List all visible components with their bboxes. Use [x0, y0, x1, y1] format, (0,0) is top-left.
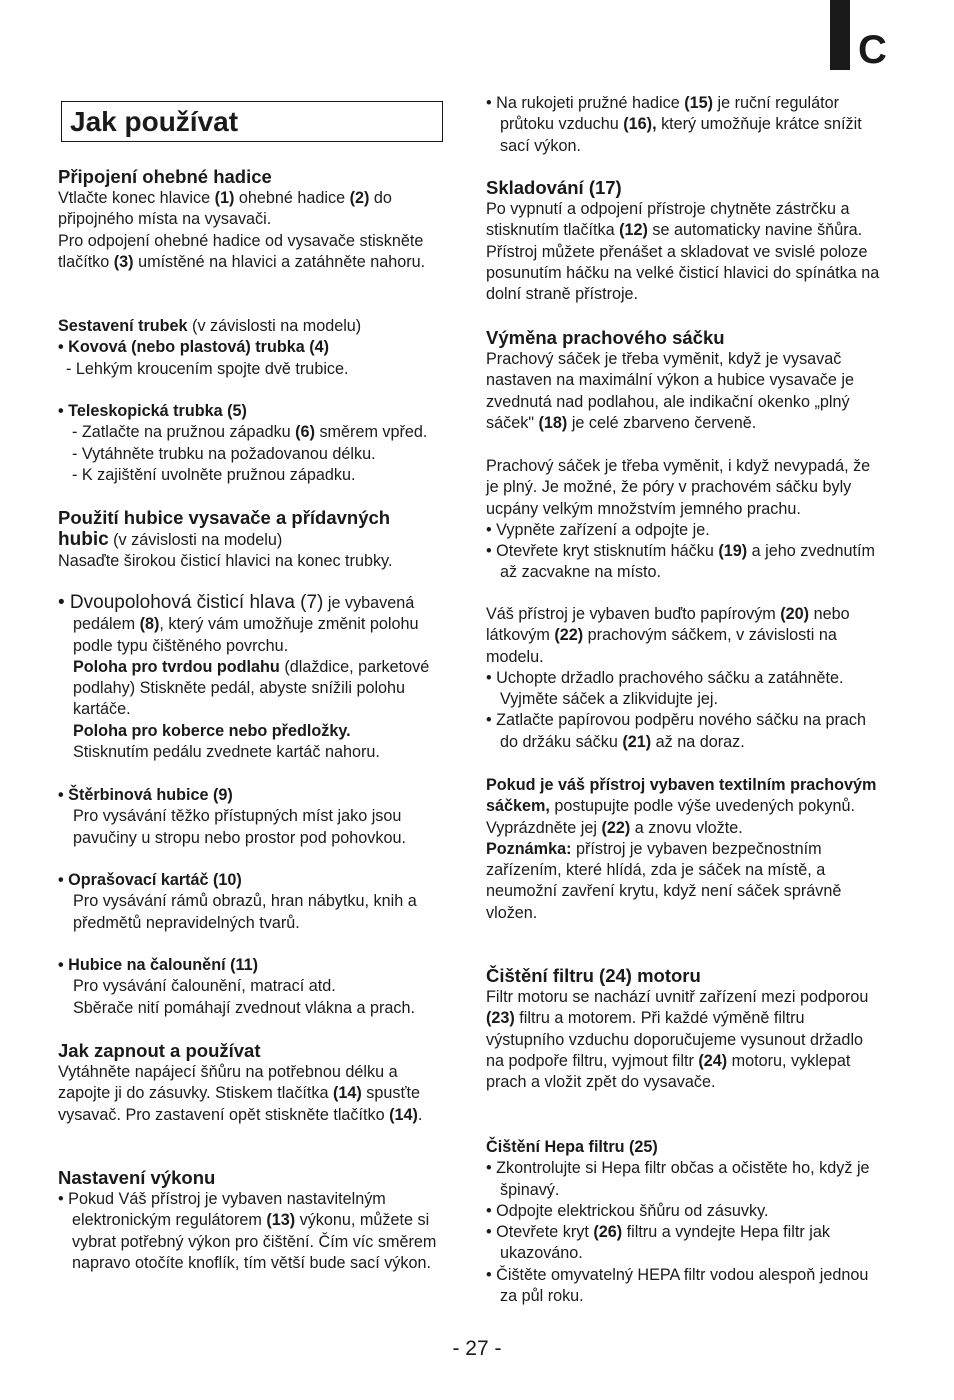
list-item: • Na rukojeti pružné hadice (15) je ruční regulátor průtoku vzduchu (16), který umožňuje krátce snížit sací výkon.: [486, 94, 862, 155]
paragraph: Pro odpojení ohebné hadice od vysavače stiskněte tlačítko (3) umístěné na hlavici a zatáhněte nahoru.: [58, 231, 426, 271]
section-switch-on: [58, 1040, 453, 1126]
list-subitem: - Lehkým kroucením spojte dvě trubice.: [66, 359, 349, 378]
paragraph: Prachový sáček je třeba vyměnit, když je vysavač nastaven na maximální výkon a hubice vysavače je zvednutá nad podlahou, ale indikační okenko „plný sáček" (18) je celé zbarveno červeně.: [486, 350, 855, 432]
section-textile-bag: [486, 775, 881, 924]
section-telescopic-tube: [58, 401, 453, 486]
list-item: • Uchopte držadlo prachového sáčku a zatáhněte. Vyjměte sáček a zlikvidujte jej.: [486, 668, 844, 709]
section-power-setting: [58, 1167, 453, 1274]
list-item-detail: Sběrače nití pomáhají zvednout vlákna a prach.: [73, 998, 415, 1017]
section-dust-bag-full: [486, 456, 881, 584]
section-heading: Nastavení výkonu: [58, 1167, 216, 1188]
section-dust-bag-replacement: [486, 327, 881, 434]
paragraph: Nasaďte širokou čisticí hlavici na konec trubky.: [58, 552, 393, 571]
list-item: • Zatlačte papírovou podpěru nového sáčku na prach do držáku sáčku (21) až na doraz.: [486, 711, 867, 751]
paragraph: Po vypnutí a odpojení přístroje chytněte zástrčku a stisknutím tlačítka (12) se automaticky navine šňůra. Přístroj můžete přenášet a skladovat ve svislé poloze posunutím háčku na velké čisticí hlavici do spínátka na dolní straně přístroje.: [486, 200, 880, 304]
list-item-detail: Pro vysávání čalounění, matrací atd.: [73, 977, 336, 996]
paragraph: Filtr motoru se nachází uvnitř zařízení mezi podporou (23) filtru a motorem. Při každé výměně filtru výstupního vzduchu doporučujeme vysunout držadlo na podpoře filtru, vyjmout filtr (24) motoru, vyklepat prach a vložit zpět do vysavače.: [486, 988, 869, 1092]
page-title-box: [61, 101, 443, 142]
section-nozzles: [58, 507, 453, 573]
list-item-detail: Stisknutím pedálu zvednete kartáč nahoru.: [73, 743, 380, 762]
section-heading: Použití hubice vysavače a přídavných: [58, 507, 391, 528]
section-tube-assembly: [58, 316, 453, 380]
section-heading: Výměna prachového sáčku: [486, 327, 725, 348]
page-number: - 27 -: [452, 1337, 502, 1360]
section-heading: Připojení ohebné hadice: [58, 166, 272, 187]
paragraph: Prachový sáček je třeba vyměnit, i když nevypadá, že je plný. Je možné, že póry v prachovém sáčku byly ucpány velkým množstvím jemného prachu.: [486, 457, 871, 518]
section-storage: [486, 177, 881, 305]
list-item: • Zkontrolujte si Hepa filtr občas a očistěte ho, když je špinavý.: [486, 1159, 870, 1199]
list-item: • Otevřete kryt (26) filtru a vyndejte Hepa filtr jak ukazováno.: [486, 1223, 830, 1263]
list-item-detail: Pro vysávání těžko přístupných míst jako jsou pavučiny u stropu nebo prostor pod pohovkou.: [73, 807, 406, 847]
section-heading: Sestavení trubek (v závislosti na modelu): [58, 317, 362, 335]
section-hepa-filter: [486, 1137, 881, 1307]
list-item: • Dvoupolohová čisticí hlava (7) je vybavená pedálem (8), který vám umožňuje změnit polohu podle typu čištěného povrchu.: [58, 592, 419, 655]
section-bag-type: [486, 604, 881, 753]
list-item: • Kovová (nebo plastová) trubka (4): [58, 338, 330, 357]
section-upholstery-nozzle: [58, 955, 453, 1019]
list-subitem: - Zatlačte na pružnou západku (6) směrem vpřed.: [72, 423, 428, 442]
list-item-detail: Poloha pro koberce nebo předložky.: [73, 721, 351, 740]
section-heading-cont: hubic (v závislosti na modelu): [58, 529, 283, 550]
paragraph: Váš přístroj je vybaven buďto papírovým (20) nebo látkovým (22) prachovým sáčkem, v závislosti na modelu.: [486, 605, 850, 666]
section-motor-filter: [486, 965, 881, 1093]
language-tab-bar: [830, 0, 850, 70]
list-item: • Teleskopická trubka (5): [58, 402, 247, 420]
section-two-position-head: [58, 592, 453, 763]
list-item: • Pokud Váš přístroj je vybaven nastavitelným elektronickým regulátorem (13) výkonu, můžete si vybrat potřebný výkon pro čištění. Čím víc směrem napravo otočíte knoflík, tím větší bude sací výkon.: [58, 1190, 437, 1272]
section-hose-connection: [58, 166, 453, 273]
list-item-detail: Pro vysávání rámů obrazů, hran nábytku, knih a předmětů nepravidelných tvarů.: [73, 892, 417, 932]
section-dusting-brush: [58, 870, 453, 934]
list-subitem: - K zajištění uvolněte pružnou západku.: [72, 465, 356, 484]
section-hand-regulator: [486, 93, 881, 157]
list-item: • Odpojte elektrickou šňůru od zásuvky.: [486, 1201, 769, 1220]
note-paragraph: Poznámka: přístroj je vybaven bezpečnostním zařízením, které hlídá, zda je sáček na místě, a neumožní zavření krytu, když není sáček správně vložen.: [486, 839, 842, 922]
page-title: Jak používat: [70, 106, 239, 137]
paragraph: Pokud je váš přístroj vybaven textilním prachovým sáčkem, postupujte podle výše uvedených pokynů. Vyprázdněte jej (22) a znovu vložte.: [486, 776, 877, 837]
section-heading: Čištění filtru (24) motoru: [486, 965, 701, 986]
list-item: • Čištěte omyvatelný HEPA filtr vodou alespoň jednou za půl roku.: [486, 1265, 869, 1306]
list-item: • Vypněte zařízení a odpojte je.: [486, 520, 710, 539]
list-item: • Štěrbinová hubice (9): [58, 786, 233, 804]
list-subitem: - Vytáhněte trubku na požadovanou délku.: [72, 444, 376, 463]
section-crevice-nozzle: [58, 785, 453, 849]
list-item: • Hubice na čalounění (11): [58, 956, 258, 974]
paragraph: Vytáhněte napájecí šňůru na potřebnou délku a zapojte ji do zásuvky. Stiskem tlačítka (14) spusťte vysavač. Pro zastavení opět stiskněte tlačítko (14).: [58, 1063, 423, 1124]
section-heading: Jak zapnout a používat: [58, 1040, 261, 1061]
paragraph: Vtlačte konec hlavice (1) ohebné hadice (2) do připojného místa na vysavači.: [58, 189, 392, 229]
list-item: • Oprašovací kartáč (10): [58, 871, 242, 889]
section-heading: Skladování (17): [486, 177, 622, 198]
list-item: • Otevřete kryt stisknutím háčku (19) a jeho zvednutím až zacvakne na místo.: [486, 542, 875, 582]
list-item-detail: Poloha pro tvrdou podlahu (dlaždice, parketové podlahy) Stiskněte pedál, abyste snížili polohu kartáče.: [73, 657, 430, 719]
language-tab-letter: C: [858, 28, 887, 72]
section-heading: Čištění Hepa filtru (25): [486, 1138, 658, 1156]
